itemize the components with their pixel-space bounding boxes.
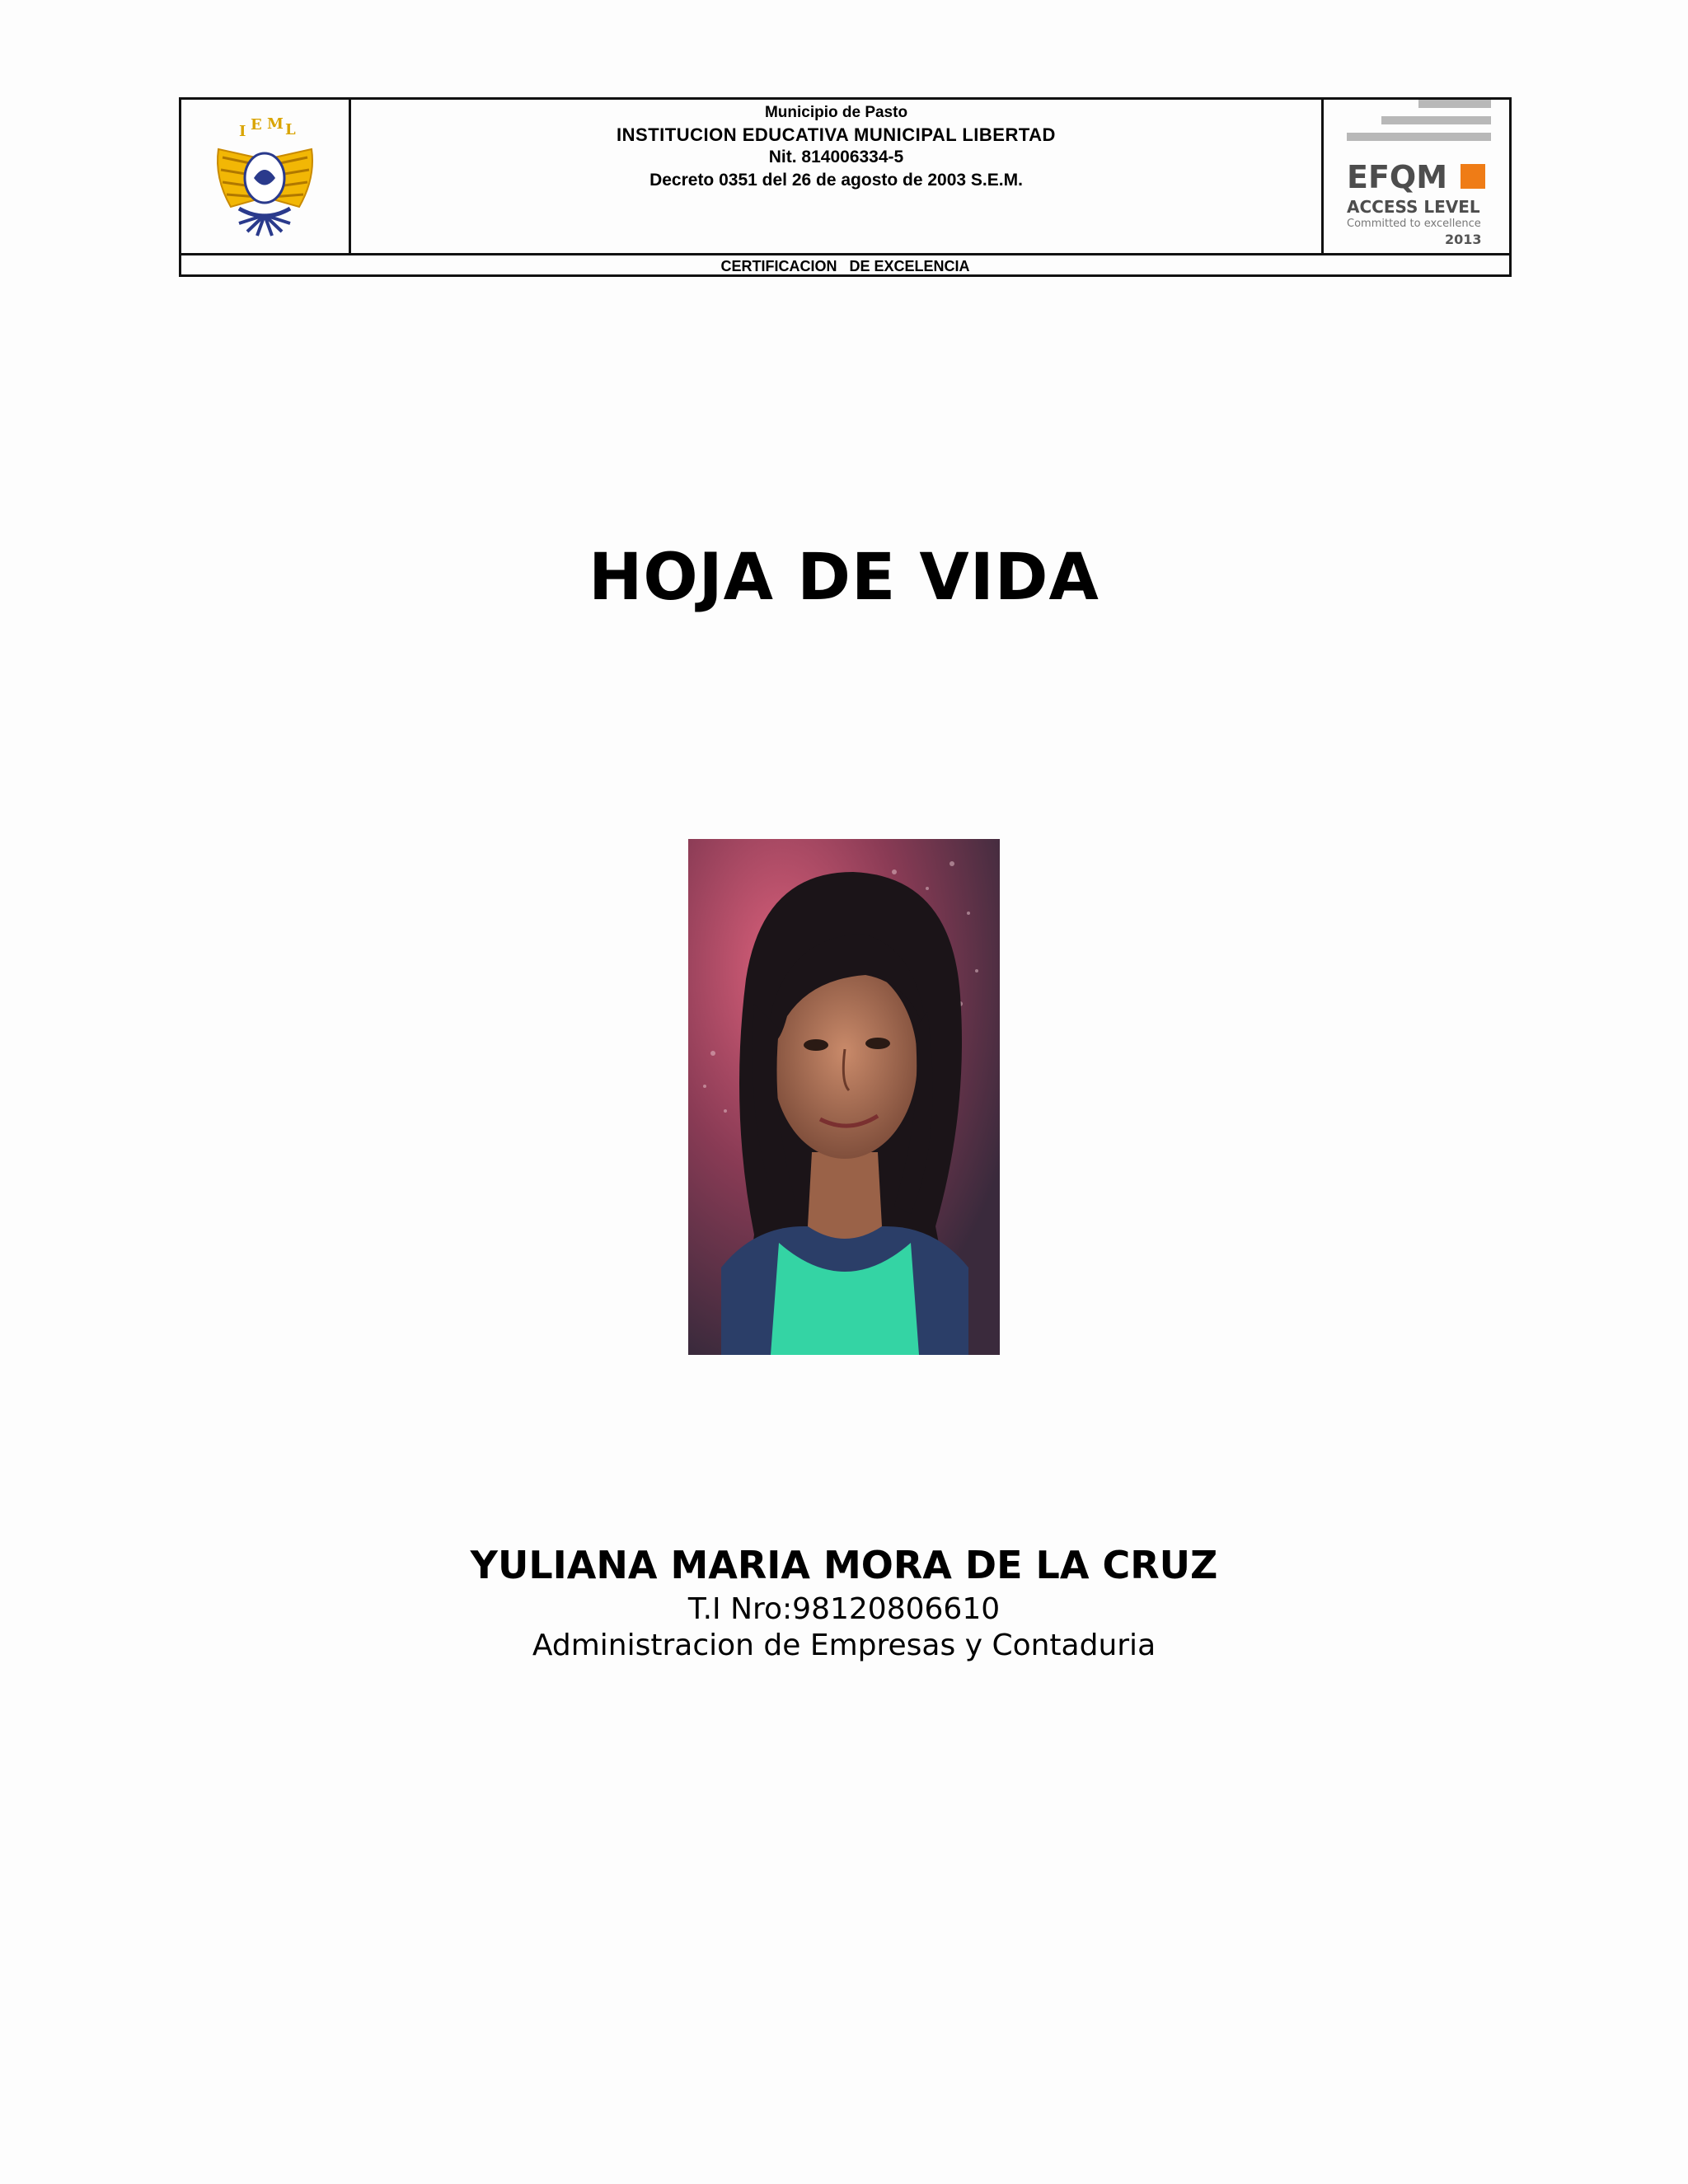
institution-nit: Nit. 814006334-5 (768, 148, 904, 166)
school-logo (181, 100, 349, 253)
person-program: Administracion de Empresas y Contaduria (532, 1629, 1156, 1662)
efqm-bar (1381, 116, 1491, 124)
portrait-image (688, 839, 1000, 1355)
efqm-tagline: Committed to excellence (1347, 218, 1481, 230)
institution-decree: Decreto 0351 del 26 de agosto de 2003 S.E.M. (649, 171, 1023, 190)
efqm-bar (1347, 133, 1491, 141)
svg-text:L: L (285, 121, 296, 138)
svg-text:E: E (251, 116, 262, 134)
institution-name: INSTITUCION EDUCATIVA MUNICIPAL LIBERTAD (617, 124, 1056, 145)
municipality-label: Municipio de Pasto (764, 104, 908, 121)
document-title: HOJA DE VIDA (588, 541, 1100, 615)
efqm-level: ACCESS LEVEL (1347, 197, 1480, 217)
svg-text:M: M (267, 115, 284, 133)
efqm-square-icon (1461, 164, 1485, 189)
efqm-bar (1418, 100, 1491, 108)
efqm-year: 2013 (1445, 232, 1482, 247)
institution-info (351, 100, 1321, 253)
certification-label: CERTIFICACION DE EXCELENCIA (720, 258, 970, 274)
institution-header (179, 97, 1512, 277)
efqm-brand: EFQM (1347, 159, 1448, 195)
person-name: YULIANA MARIA MORA DE LA CRUZ (470, 1543, 1218, 1587)
profile-photo (688, 839, 1000, 1355)
efqm-logo (1324, 100, 1509, 253)
school-crest-icon (181, 100, 349, 253)
svg-text:I: I (239, 123, 246, 140)
person-id: T.I Nro:98120806610 (687, 1592, 1001, 1626)
